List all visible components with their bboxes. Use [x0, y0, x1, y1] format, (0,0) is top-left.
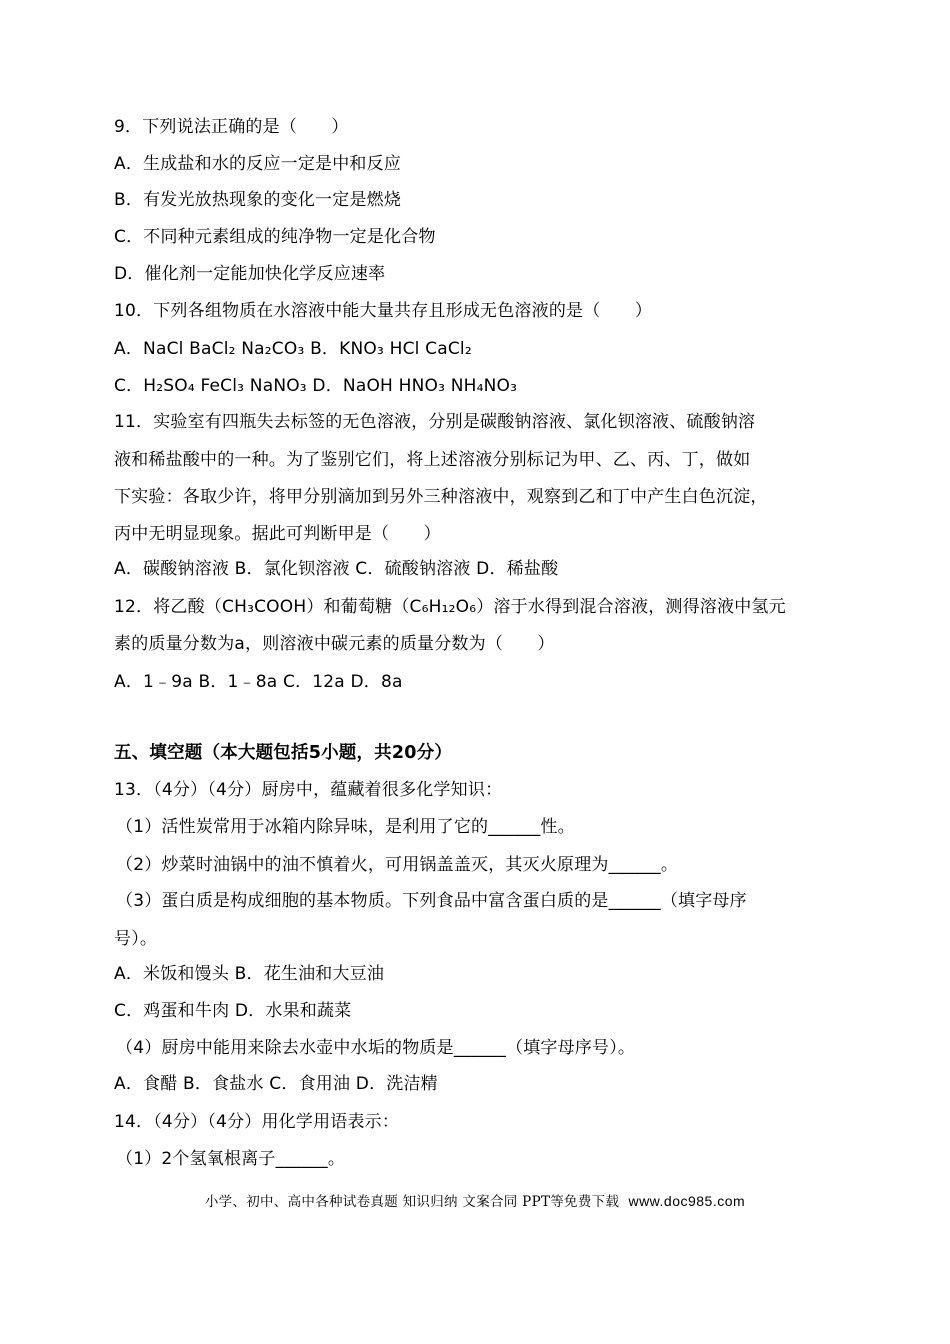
q10-stem: 10．下列各组物质在水溶液中能大量共存且形成无色溶液的是（ ）	[114, 301, 653, 321]
q9-option-b: B．有发光放热现象的变化一定是燃烧	[114, 190, 402, 210]
q13-part4: （4）厨房中能用来除去水壶中水垢的物质是______（填字母序号）。	[116, 1038, 636, 1058]
q9-option-d: D．催化剂一定能加快化学反应速率	[114, 264, 386, 284]
footer-url[interactable]: www.doc985.com	[628, 1193, 746, 1209]
q12-options: A．1﹣9a B．1﹣8a C．12a D．8a	[114, 672, 403, 692]
q13-part3-options-ab: A．米饭和馒头 B．花生油和大豆油	[114, 964, 385, 984]
q13-part3-options-cd: C．鸡蛋和牛肉 D．水果和蔬菜	[114, 1001, 352, 1021]
section-5-title: 五、填空题（本大题包括5小题，共20分）	[114, 743, 453, 763]
q11-stem-line3: 下实验：各取少许，将甲分别滴加到另外三种溶液中，观察到乙和丁中产生白色沉淀，	[114, 487, 768, 507]
q14-stem: 14．（4分）（4分）用化学用语表示：	[114, 1112, 400, 1132]
q13-part3-line1: （3）蛋白质是构成细胞的基本物质。下列食品中富含蛋白质的是______（填字母序	[116, 891, 747, 911]
q11-stem-line4: 丙中无明显现象。据此可判断甲是（ ）	[114, 524, 441, 544]
footer-text: 小学、初中、高中各种试卷真题 知识归纳 文案合同 PPT等免费下载	[204, 1194, 620, 1210]
q12-stem-line2: 素的质量分数为a，则溶液中碳元素的质量分数为（ ）	[114, 634, 555, 654]
q11-stem-line1: 11．实验室有四瓶失去标签的无色溶液，分别是碳酸钠溶液、氯化钡溶液、硫酸钠溶	[114, 412, 756, 432]
q9-option-a: A．生成盐和水的反应一定是中和反应	[114, 154, 402, 174]
q10-options-ab: A．NaCl BaCl₂ Na₂CO₃ B．KNO₃ HCl CaCl₂	[114, 339, 472, 359]
q10-options-cd: C．H₂SO₄ FeCl₃ NaNO₃ D．NaOH HNO₃ NH₄NO₃	[114, 376, 518, 396]
q11-stem-line2: 液和稀盐酸中的一种。为了鉴别它们，将上述溶液分别标记为甲、乙、丙、丁，做如	[114, 450, 751, 470]
q13-part3-line2: 号）。	[114, 929, 158, 949]
q13-part1: （1）活性炭常用于冰箱内除异味，是利用了它的______性。	[116, 817, 575, 837]
q9-option-c: C．不同种元素组成的纯净物一定是化合物	[114, 227, 436, 247]
q13-part4-options: A．食醋 B．食盐水 C．食用油 D．洗洁精	[114, 1074, 438, 1094]
q14-part1: （1）2个氢氧根离子______。	[116, 1149, 346, 1169]
q12-stem-line1: 12．将乙酸（CH₃COOH）和葡萄糖（C₆H₁₂O₆）溶于水得到混合溶液，测得溶液中氢元	[114, 597, 786, 617]
page-footer	[0, 1190, 950, 1210]
q11-options: A．碳酸钠溶液 B．氯化钡溶液 C．硫酸钠溶液 D．稀盐酸	[114, 559, 559, 579]
q9-stem: 9．下列说法正确的是（ ）	[114, 117, 349, 137]
q13-part2: （2）炒菜时油锅中的油不慎着火，可用锅盖盖灭，其灭火原理为______。	[116, 855, 679, 875]
q13-stem: 13．（4分）（4分）厨房中，蕴藏着很多化学知识：	[114, 780, 503, 800]
